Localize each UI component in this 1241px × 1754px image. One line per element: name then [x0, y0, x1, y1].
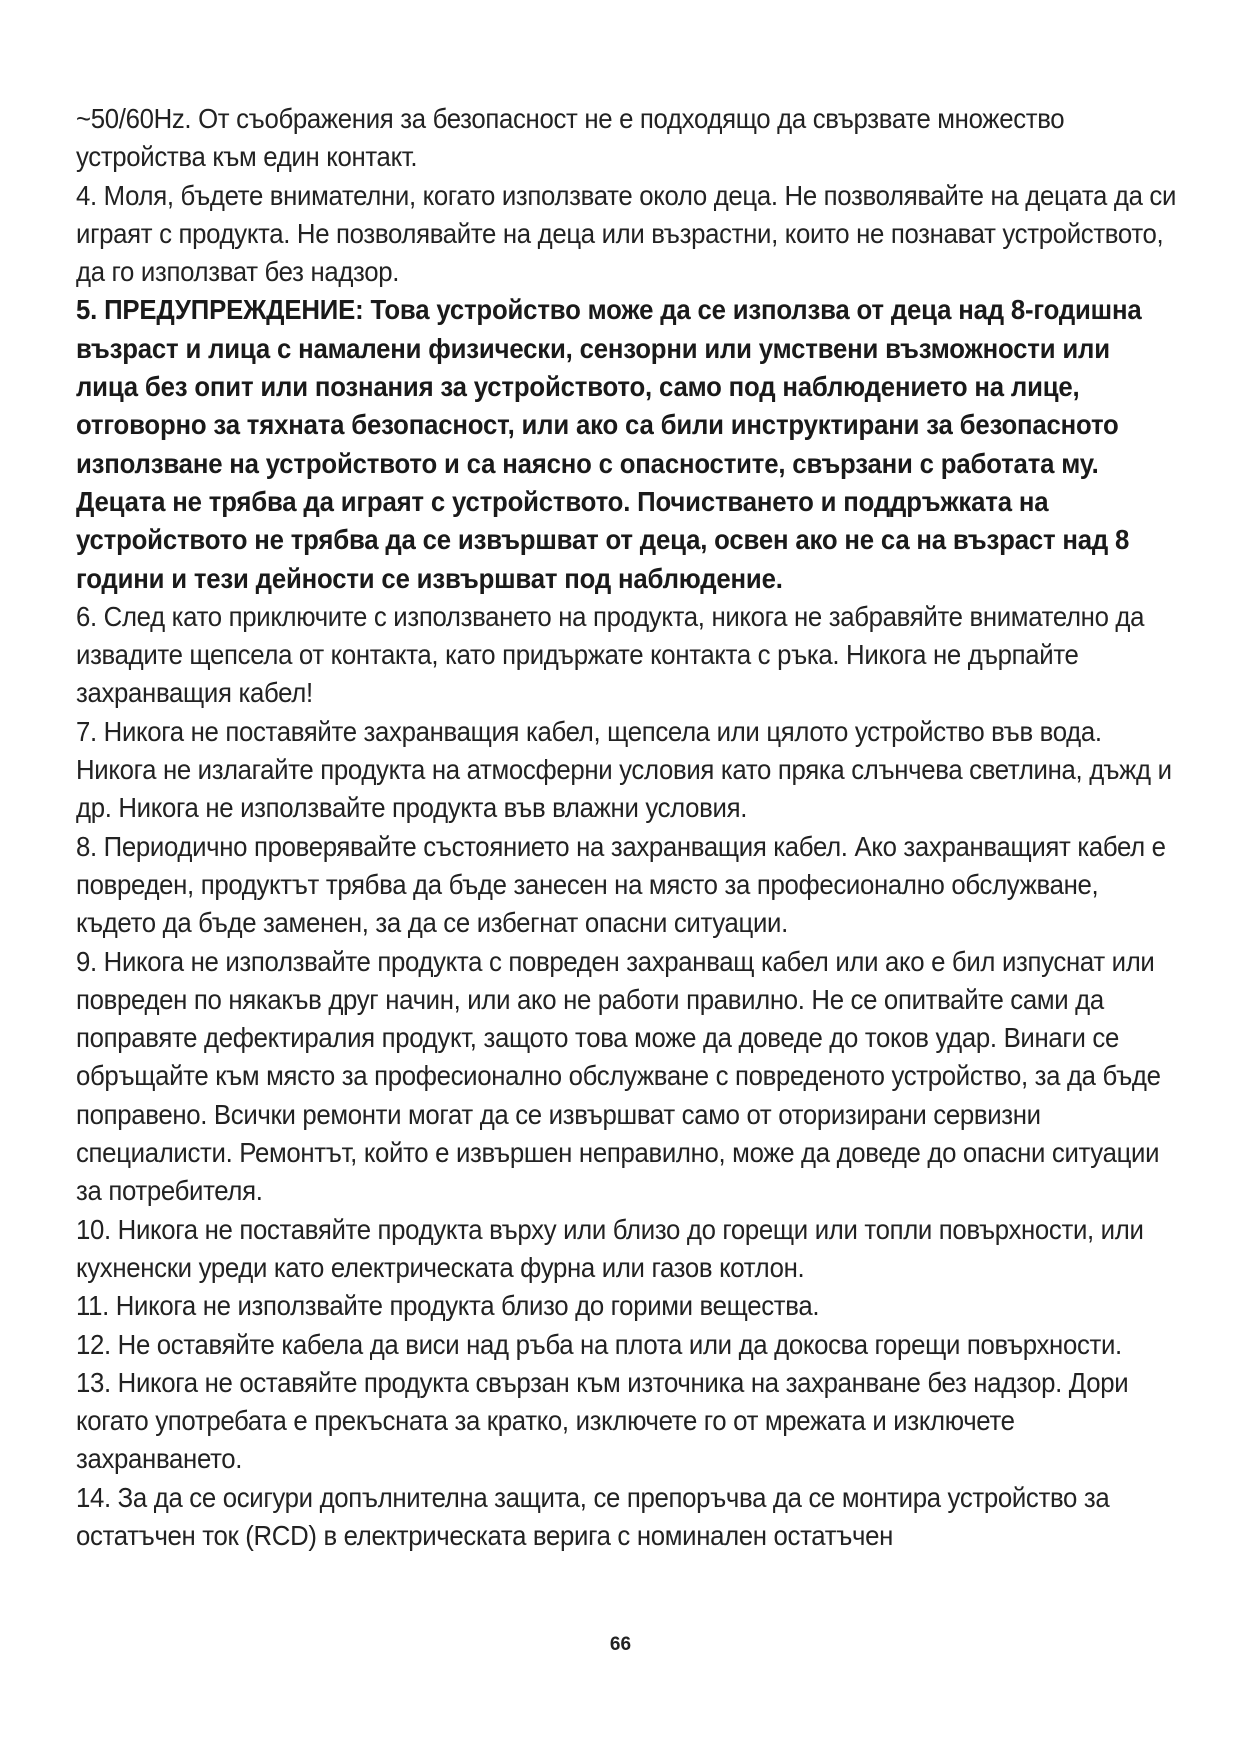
- document-body: [76, 100, 1176, 1555]
- paragraph-9: 9. Никога не използвайте продукта с повреден захранващ кабел или ако е бил изпуснат или повреден по някакъв друг начин, или ако не работи правилно. Не се опитвайте сами да поправяте дефектиралия продукт, защото това може да доведе до токов удар. Винаги се обръщайте към място за професионално обслужване с повреденото устройство, за да бъде поправено. Всички ремонти могат да се извършват само от оторизирани сервизни специалисти. Ремонтът, който е извършен неправилно, може да доведе до опасни ситуации за потребителя.: [76, 945, 1161, 1207]
- paragraph-11: 11. Никога не използвайте продукта близо до горими вещества.: [76, 1290, 820, 1322]
- paragraph-7: 7. Никога не поставяйте захранващия кабел, щепсела или цялото устройство във вода. Никога не излагайте продукта на атмосферни условия като пряка слънчева светлина, дъжд и др. Никога не използвайте продукта във влажни условия.: [76, 715, 1172, 824]
- paragraph-6: 6. След като приключите с използването на продукта, никога не забравяйте внимателно да извадите щепсела от контакта, като придържате контакта с ръка. Никога не дърпайте захранващия кабел!: [76, 600, 1145, 709]
- paragraph-13: 13. Никога не оставяйте продукта свързан към източника на захранване без надзор. Дори когато употребата е прекъсната за кратко, изключете го от мрежата и изключете захранването.: [76, 1366, 1129, 1475]
- paragraph-5-warning: 5. ПРЕДУПРЕЖДЕНИЕ: Това устройство може да се използва от деца над 8-годишна възраст и лица с намалени физически, сензорни или умствени възможности или лица без опит или познания за устройството, само под наблюдението на лице, отговорно за тяхната безопасност, или ако са били инструктирани за безопасното използване на устройството и са наясно с опасностите, свързани с работата му. Децата не трябва да играят с устройството. Почистването и поддръжката на устройството не трябва да се извършват от деца, освен ако не са на възраст над 8 години и тези дейности се извършват под наблюдение.: [76, 294, 1142, 594]
- paragraph-8: 8. Периодично проверявайте състоянието на захранващия кабел. Ако захранващият кабел е повреден, продуктът трябва да бъде занесен на място за професионално обслужване, където да бъде заменен, за да се избегнат опасни ситуации.: [76, 830, 1166, 939]
- paragraph-4: 4. Моля, бъдете внимателни, когато използвате около деца. Не позволявайте на децата да си играят с продукта. Не позволявайте на деца или възрастни, които не познават устройството, да го използват без надзор.: [76, 179, 1177, 288]
- paragraph-10: 10. Никога не поставяйте продукта върху или близо до горещи или топли повърхности, или кухненски уреди като електрическата фурна или газов котлон.: [76, 1213, 1144, 1283]
- page-number: 66: [609, 1634, 632, 1655]
- paragraph-12: 12. Не оставяйте кабела да виси над ръба на плота или да докосва горещи повърхности.: [76, 1328, 1122, 1360]
- paragraph-14: 14. За да се осигури допълнителна защита, се препоръчва да се монтира устройство за остатъчен ток (RCD) в електрическата верига с номинален остатъчен: [76, 1481, 1110, 1551]
- paragraph-3-continuation: ~50/60Hz. От съображения за безопасност не е подходящо да свързвате множество устройства към един контакт.: [76, 103, 1065, 173]
